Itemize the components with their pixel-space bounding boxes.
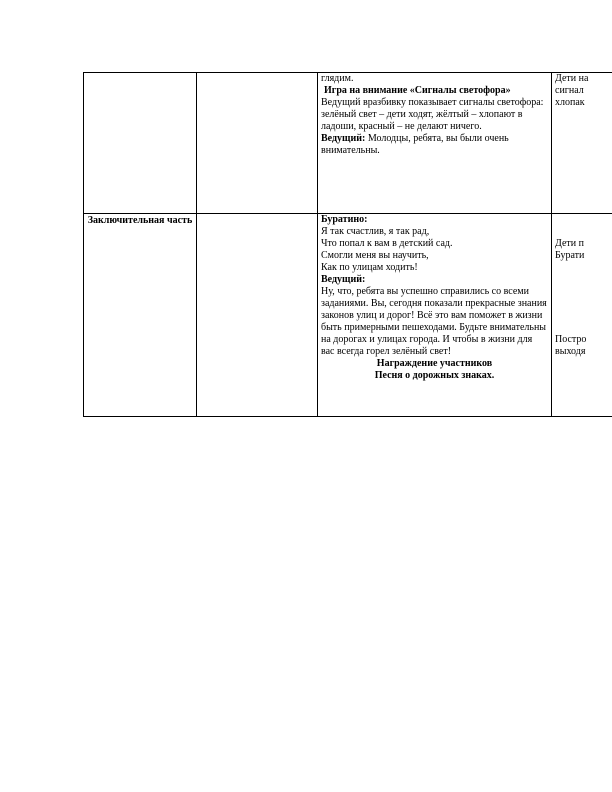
activity-text: глядим.: [321, 73, 354, 84]
lesson-table: [83, 72, 612, 417]
spacer: [555, 262, 612, 322]
stage-label-final: Заключительная часть: [84, 214, 197, 417]
host-speech: Ну, что, ребята вы успешно справились со всеми заданиями. Вы, сегодня показали прекрасные знания законов улиц и дорог! Всё это вам поможет в жизни быть примерными пешеходами. Будьте внимательны на дорогах и улицах города. И чтобы в жизни для вас всегда горел зелёный свет!: [321, 286, 547, 357]
children-activity-text: Дети п: [555, 238, 584, 249]
spacer: [555, 226, 612, 238]
poem-line: Как по улицам ходить!: [321, 262, 418, 273]
award-heading: Награждение участников: [376, 358, 493, 369]
table-row: [84, 214, 612, 417]
children-activity-text: выходя: [555, 346, 586, 357]
table-row: [84, 73, 612, 214]
children-activity-text: Бурати: [555, 250, 585, 261]
host-label: Ведущий:: [321, 274, 366, 285]
buratino-label: Буратино:: [321, 214, 368, 225]
game-title: Игра на внимание «Сигналы светофора»: [324, 85, 511, 96]
children-activity-cell: [552, 73, 612, 214]
host-text: Молодцы, ребята, вы были очень внимательны.: [321, 133, 509, 156]
poem-line: Что попал к вам в детский сад.: [321, 238, 453, 249]
goals-cell: [197, 214, 318, 417]
children-activity-text: Постро: [555, 334, 587, 345]
spacer: [555, 322, 612, 334]
children-activity-cell: [552, 214, 612, 417]
song-heading: Песня о дорожных знаках.: [374, 370, 495, 381]
host-label: Ведущий:: [321, 133, 366, 144]
children-activity-text: хлопак: [555, 97, 585, 108]
poem-line: Я так счастлив, я так рад,: [321, 226, 430, 237]
stage-cell: [84, 73, 197, 214]
activity-cell: [318, 214, 552, 417]
spacer: [555, 214, 612, 226]
children-activity-text: сигнал: [555, 85, 584, 96]
goals-cell: [197, 73, 318, 214]
game-description: Ведущий вразбивку показывает сигналы светофора: зелёный свет – дети ходят, жёлтый – хлопают в ладоши, красный – не делают ничего.: [321, 97, 544, 132]
host-remark: [321, 133, 548, 157]
children-activity-text: Дети на: [555, 73, 589, 84]
activity-cell: [318, 73, 552, 214]
poem-line: Смогли меня вы научить,: [321, 250, 429, 261]
